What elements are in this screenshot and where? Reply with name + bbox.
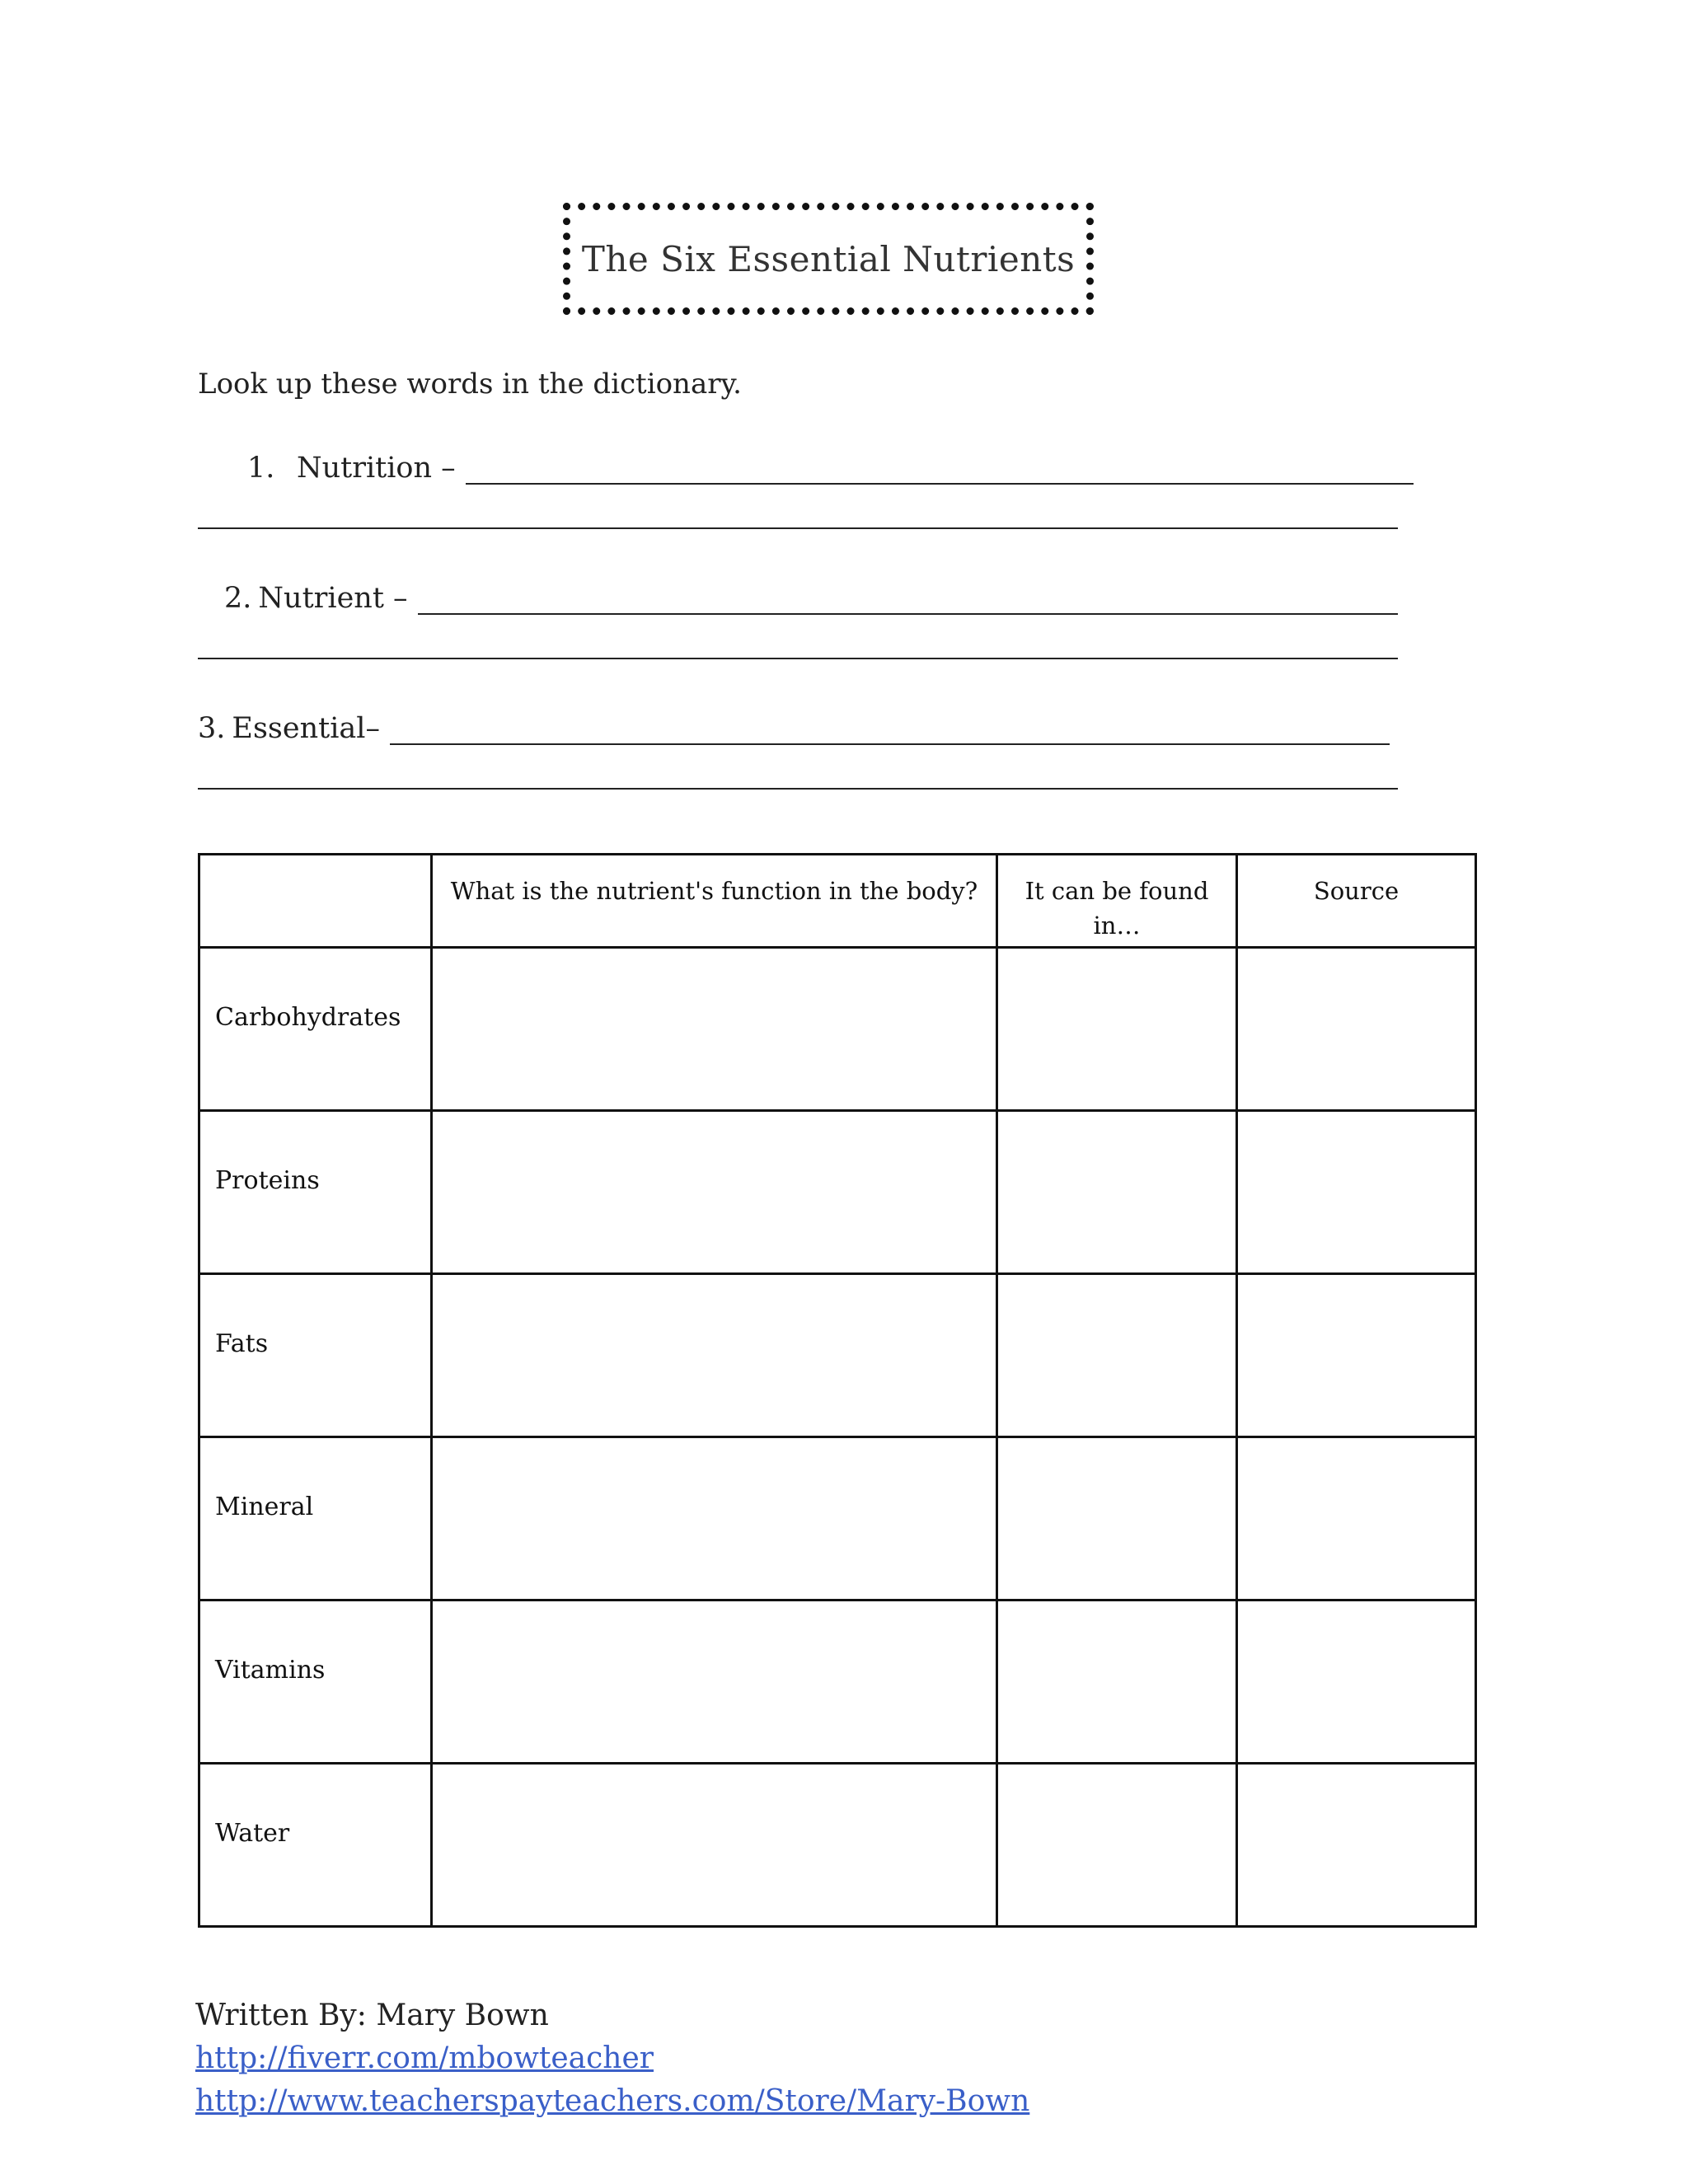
answer-cell[interactable] [997,1437,1237,1601]
term-label: Nutrition – [297,452,456,485]
title-box [563,203,1094,315]
answer-cell[interactable] [997,1111,1237,1274]
header-cell-empty [199,855,432,948]
answer-cell[interactable] [432,1437,997,1601]
answer-line[interactable] [466,457,1414,485]
answer-cell[interactable] [432,1111,997,1274]
term-essential [198,712,1390,745]
answer-cell[interactable] [1237,1601,1476,1764]
answer-cell[interactable] [997,1764,1237,1927]
page-title: The Six Essential Nutrients [581,238,1076,279]
header-cell-found-in: It can be found in… [997,855,1237,948]
answer-cell[interactable] [1237,1437,1476,1601]
table-row [199,1437,1476,1601]
answer-line[interactable] [418,587,1398,615]
row-label-proteins: Proteins [199,1111,432,1274]
answer-line[interactable] [198,527,1398,529]
answer-cell[interactable] [997,1274,1237,1437]
answer-cell[interactable] [432,1601,997,1764]
tpt-store-link[interactable]: http://www.teacherspayteachers.com/Store/Mary-Bown [195,2084,1030,2118]
answer-cell[interactable] [432,1274,997,1437]
header-cell-source: Source [1237,855,1476,948]
row-label-vitamins: Vitamins [199,1601,432,1764]
answer-cell[interactable] [432,948,997,1111]
instruction-text: Look up these words in the dictionary. [198,368,742,401]
answer-cell[interactable] [1237,1274,1476,1437]
footer [195,1994,1029,2123]
term-label: Essential– [232,712,380,745]
answer-cell[interactable] [1237,948,1476,1111]
answer-cell[interactable] [997,948,1237,1111]
answer-cell[interactable] [1237,1764,1476,1927]
table-row [199,1601,1476,1764]
table-row [199,1274,1476,1437]
answer-cell[interactable] [997,1601,1237,1764]
term-nutrient [224,582,1398,615]
answer-cell[interactable] [432,1764,997,1927]
answer-line[interactable] [198,788,1398,790]
header-cell-function: What is the nutrient's function in the body? [432,855,997,948]
term-number: 2. [224,582,252,615]
fiverr-link[interactable]: http://fiverr.com/mbowteacher [195,2041,654,2075]
table-row [199,1111,1476,1274]
term-nutrition [247,452,1414,485]
row-label-fats: Fats [199,1274,432,1437]
row-label-water: Water [199,1764,432,1927]
table-row [199,1764,1476,1927]
term-number: 3. [198,712,226,745]
term-label: Nutrient – [258,582,408,615]
table-header-row [199,855,1476,948]
answer-cell[interactable] [1237,1111,1476,1274]
nutrients-table [198,853,1477,1928]
table-row [199,948,1476,1111]
answer-line[interactable] [198,658,1398,659]
term-number: 1. [247,452,275,485]
row-label-mineral: Mineral [199,1437,432,1601]
author-credit: Written By: Mary Bown [195,1999,549,2032]
row-label-carbohydrates: Carbohydrates [199,948,432,1111]
answer-line[interactable] [390,717,1390,745]
